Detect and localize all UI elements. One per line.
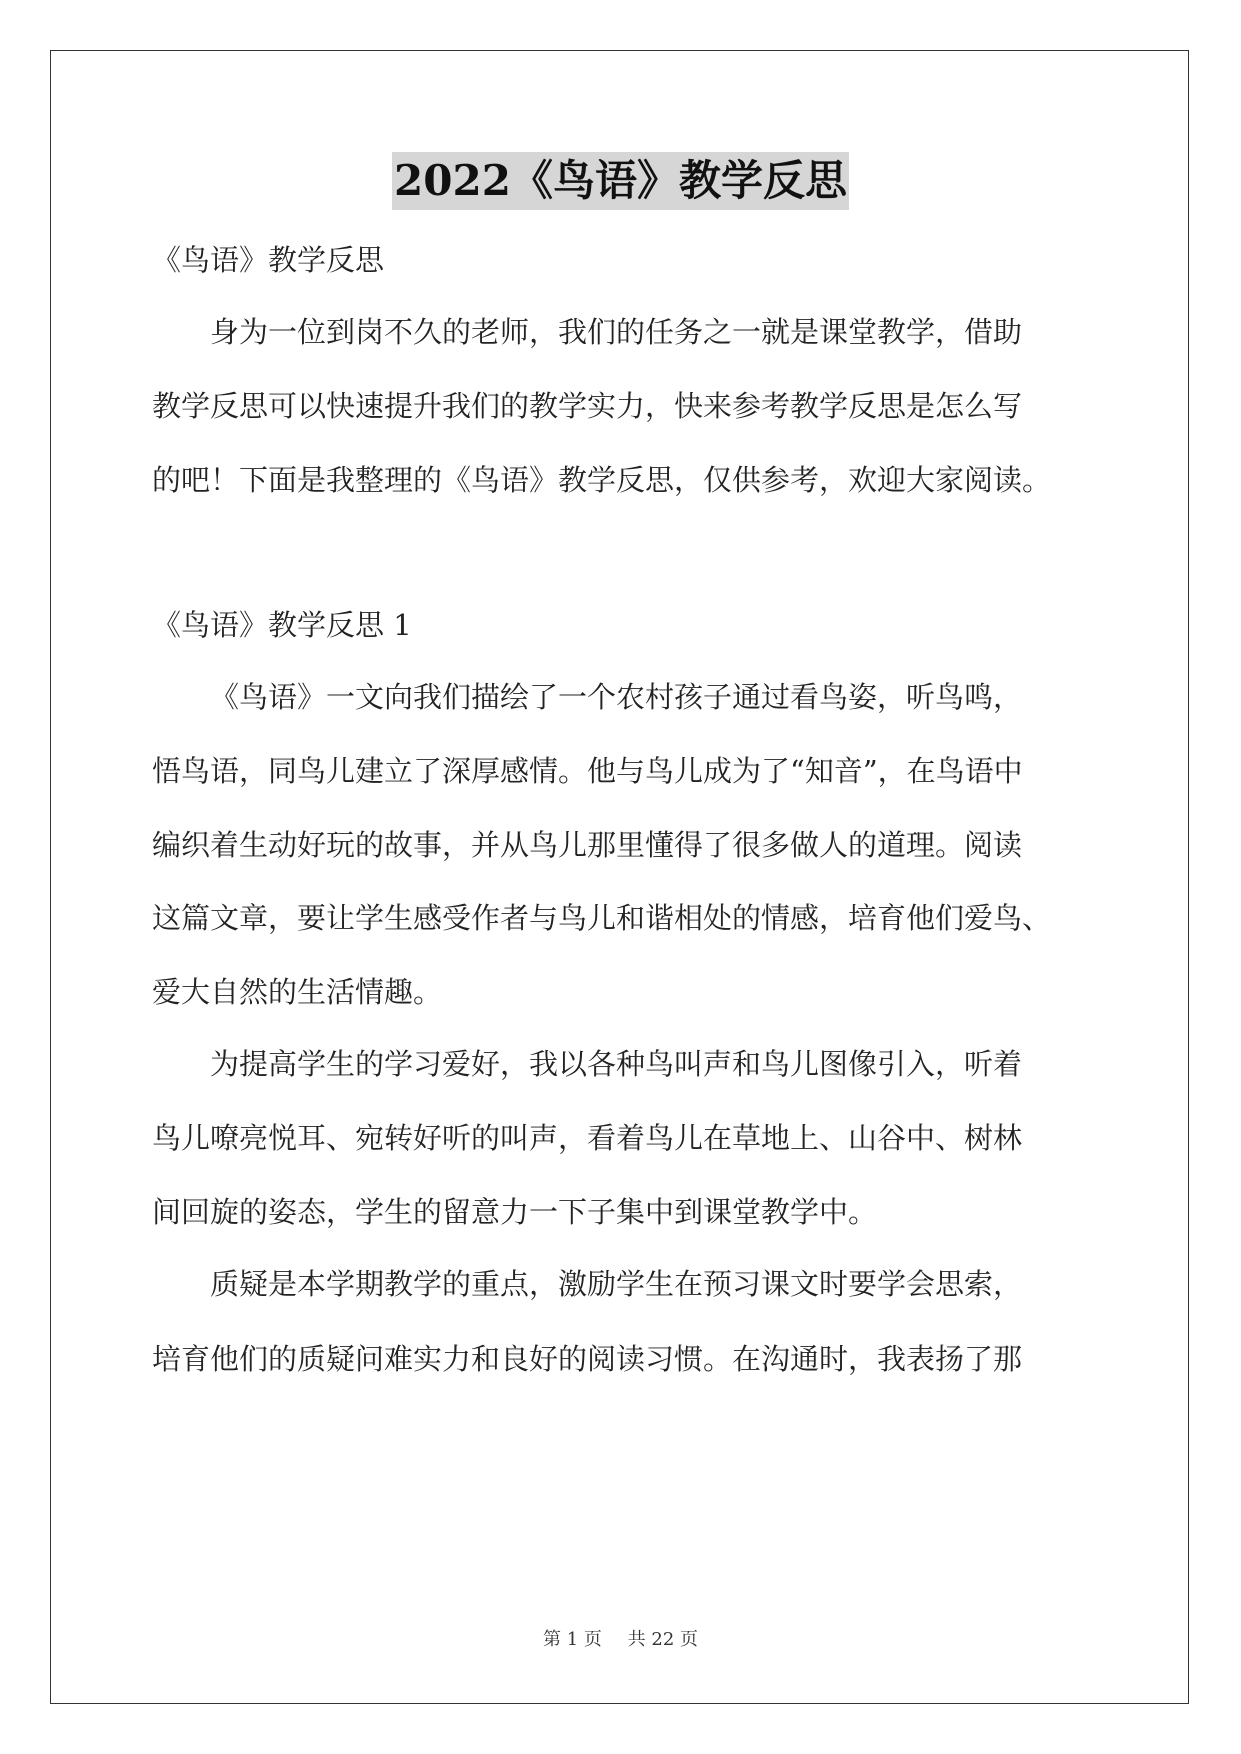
section-heading: 《鸟语》教学反思 xyxy=(152,243,385,277)
paragraph-line: 悟鸟语，同鸟儿建立了深厚感情。他与鸟儿成为了“知音”，在鸟语中 xyxy=(152,754,1023,788)
page-footer xyxy=(0,1625,1241,1651)
page-number: 第 1 页 xyxy=(543,1629,602,1650)
paragraph-line: 培育他们的质疑问难实力和良好的阅读习惯。在沟通时，我表扬了那 xyxy=(152,1342,1023,1376)
paragraph-line: 爱大自然的生活情趣。 xyxy=(152,975,443,1009)
paragraph-line: 《鸟语》一文向我们描绘了一个农村孩子通过看鸟姿，听鸟鸣， xyxy=(210,680,1023,714)
paragraph-line: 间回旋的姿态，学生的留意力一下子集中到课堂教学中。 xyxy=(152,1195,878,1229)
paragraph-line: 这篇文章，要让学生感受作者与鸟儿和谐相处的情感，培育他们爱鸟、 xyxy=(152,901,1052,935)
page-border xyxy=(50,50,1189,1704)
document-title: 2022《鸟语》教学反思 xyxy=(392,152,849,210)
paragraph-line: 编织着生动好玩的故事，并从鸟儿那里懂得了很多做人的道理。阅读 xyxy=(152,828,1023,862)
title-container xyxy=(0,152,1241,210)
page-total: 共 22 页 xyxy=(627,1629,698,1650)
paragraph-line: 为提高学生的学习爱好，我以各种鸟叫声和鸟儿图像引入，听着 xyxy=(210,1047,1023,1081)
paragraph-line: 教学反思可以快速提升我们的教学实力，快来参考教学反思是怎么写 xyxy=(152,389,1023,423)
paragraph-line: 鸟儿嘹亮悦耳、宛转好听的叫声，看着鸟儿在草地上、山谷中、树林 xyxy=(152,1121,1023,1155)
section-heading: 《鸟语》教学反思 1 xyxy=(152,608,412,642)
paragraph-line: 的吧！下面是我整理的《鸟语》教学反思，仅供参考，欢迎大家阅读。 xyxy=(152,463,1052,497)
paragraph-line: 身为一位到岗不久的老师，我们的任务之一就是课堂教学，借助 xyxy=(210,315,1023,349)
paragraph-line: 质疑是本学期教学的重点，激励学生在预习课文时要学会思索， xyxy=(210,1267,1023,1301)
